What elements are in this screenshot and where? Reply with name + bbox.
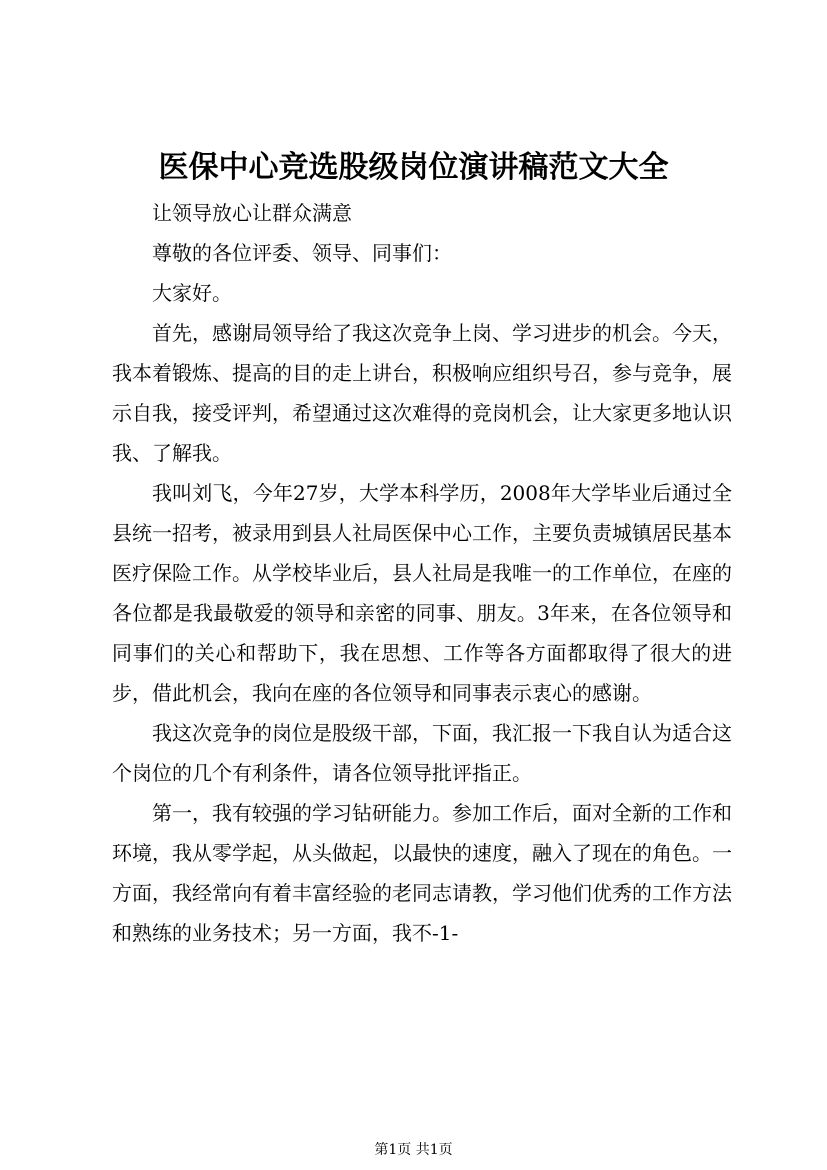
paragraph: 我这次竞争的岗位是股级干部，下面，我汇报一下我自认为适合这个岗位的几个有利条件，请各位领导批评指正。 xyxy=(112,721,732,785)
document-title: 医保中心竞选股级岗位演讲稿范文大全 xyxy=(158,150,669,185)
paragraph: 第一，我有较强的学习钻研能力。参加工作后，面对全新的工作和环境，我从零学起，从头做起，以最快的速度，融入了现在的角色。一方面，我经常向有着丰富经验的老同志请教，学习他们优秀的工作方法和熟练的业务技术；另一方面，我不-1- xyxy=(112,801,732,945)
paragraph: 让领导放心让群众满意 xyxy=(152,201,352,225)
document-body xyxy=(112,193,732,953)
page-footer: 第1页 共1页 xyxy=(374,1142,453,1158)
paragraph: 尊敬的各位评委、领导、同事们： xyxy=(152,241,452,265)
paragraph: 首先，感谢局领导给了我这次竞争上岗、学习进步的机会。今天，我本着锻炼、提高的目的走上讲台，积极响应组织号召，参与竞争，展示自我，接受评判，希望通过这次难得的竞岗机会，让大家更多地认识我、了解我。 xyxy=(112,321,732,465)
paragraph: 大家好。 xyxy=(152,281,232,305)
paragraph: 我叫刘飞，今年27岁，大学本科学历，2008年大学毕业后通过全县统一招考，被录用到县人社局医保中心工作，主要负责城镇居民基本医疗保险工作。从学校毕业后，县人社局是我唯一的工作单位，在座的各位都是我最敬爱的领导和亲密的同事、朋友。3年来，在各位领导和同事们的关心和帮助下，我在思想、工作等各方面都取得了很大的进步，借此机会，我向在座的各位领导和同事表示衷心的感谢。 xyxy=(112,481,732,705)
